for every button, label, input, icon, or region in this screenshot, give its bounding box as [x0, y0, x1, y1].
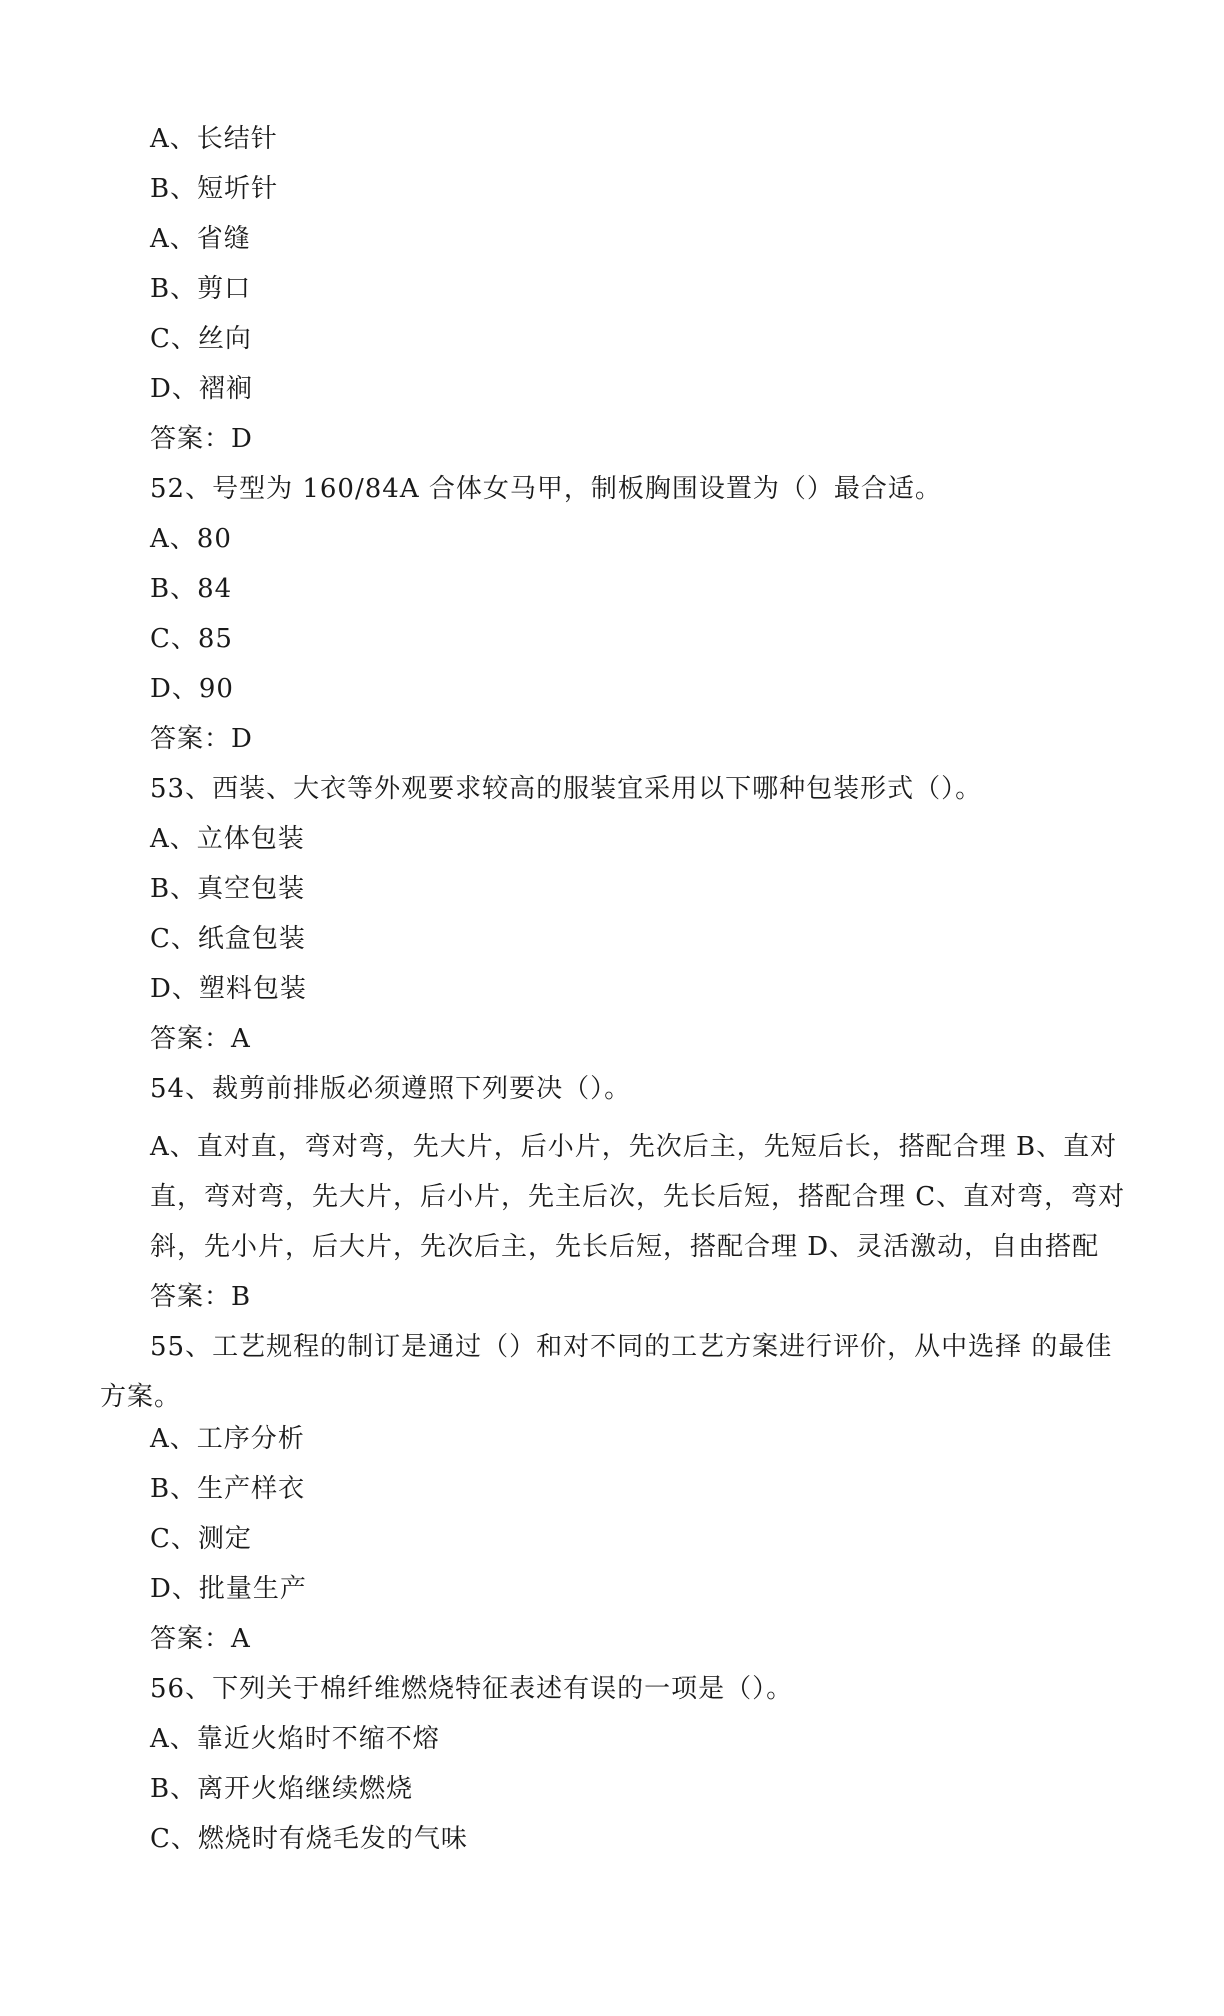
option-line: D、90	[150, 674, 234, 704]
option-line: B、真空包装	[150, 874, 306, 904]
option-line: A、80	[150, 524, 232, 554]
option-line: A、长结针	[150, 124, 278, 154]
question-55: 55、工艺规程的制订是通过（）和对不同的工艺方案进行评价，从中选择 的最佳方案。	[100, 1332, 1113, 1412]
option-line: C、测定	[150, 1524, 252, 1554]
option-line: A、立体包装	[150, 824, 305, 854]
option-line: B、84	[150, 574, 233, 604]
question-54: 54、裁剪前排版必须遵照下列要决（）。	[150, 1074, 632, 1104]
answer-line: 答案：D	[150, 724, 253, 754]
option-line: B、剪口	[150, 274, 252, 304]
option-line: D、褶裥	[150, 374, 253, 404]
option-line: A、工序分析	[150, 1424, 305, 1454]
option-line: C、纸盒包装	[150, 924, 306, 954]
options-paragraph-54: A、直对直，弯对弯，先大片，后小片，先次后主，先短后长，搭配合理 B、直对直，弯对弯，先大片，后小片，先主后次，先长后短，搭配合理 C、直对弯，弯对斜，先小片，后大片，先次后主，先长后短，搭配合理 D、灵活激动，自由搭配 答案：B	[150, 1132, 1126, 1312]
option-line: B、短圻针	[150, 174, 279, 204]
option-line: A、省缝	[150, 224, 251, 254]
option-line: D、塑料包装	[150, 974, 307, 1004]
answer-line: 答案：D	[150, 424, 253, 454]
option-line: C、85	[150, 624, 233, 654]
option-line: A、靠近火焰时不缩不熔	[150, 1724, 440, 1754]
answer-line: 答案：A	[150, 1624, 251, 1654]
option-line: C、丝向	[150, 324, 252, 354]
option-line: D、批量生产	[150, 1574, 307, 1604]
option-line: B、生产样衣	[150, 1474, 306, 1504]
question-56: 56、下列关于棉纤维燃烧特征表述有误的一项是（）。	[150, 1674, 794, 1704]
option-line: C、燃烧时有烧毛发的气味	[150, 1824, 468, 1854]
question-53: 53、西装、大衣等外观要求较高的服装宜采用以下哪种包装形式（）。	[150, 774, 983, 804]
question-52: 52、号型为 160/84A 合体女马甲，制板胸围设置为（）最合适。	[150, 474, 942, 504]
option-line: B、离开火焰继续燃烧	[150, 1774, 414, 1804]
answer-line: 答案：A	[150, 1024, 251, 1054]
